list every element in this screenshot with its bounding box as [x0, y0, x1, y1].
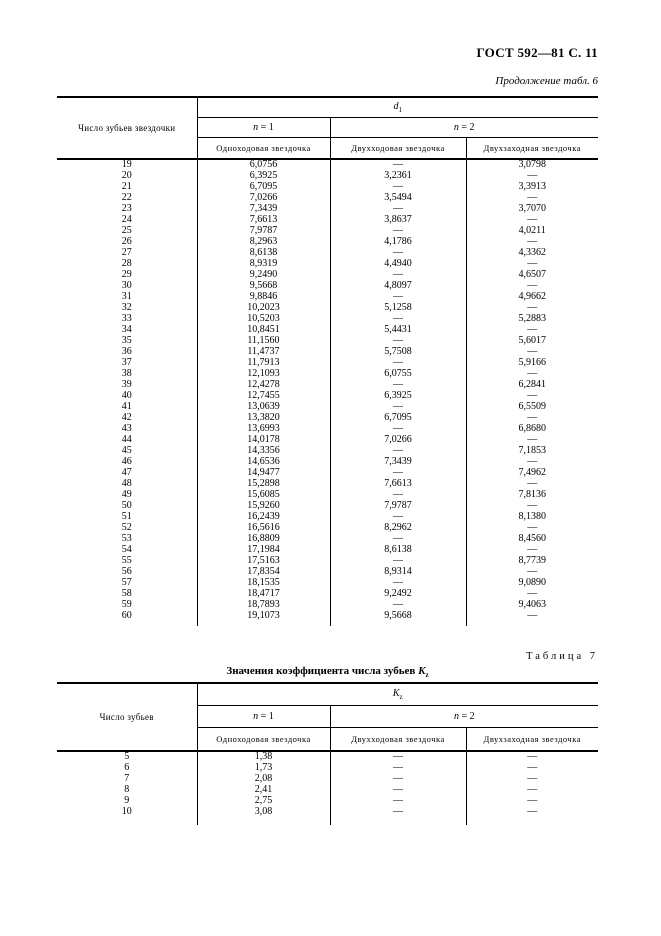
table-cell: —: [466, 500, 598, 511]
table-cell: 53: [121, 532, 132, 544]
column-header-n2: [330, 705, 598, 727]
table-row: [57, 533, 598, 544]
table-cell: 42: [121, 411, 132, 423]
table-cell: —: [466, 588, 598, 599]
table-row: [57, 247, 598, 258]
table-row: [57, 181, 598, 192]
column-header-single-strand-sprocket: Одноходовая звездочка: [197, 727, 330, 751]
table-cell: 30: [121, 279, 132, 291]
table-row: [57, 390, 598, 401]
table-row: [57, 566, 598, 577]
header-row: [57, 97, 598, 117]
table-cell: 19,1073: [197, 610, 330, 621]
table-cell: 14,0178: [197, 434, 330, 445]
n-symbol: n: [453, 710, 459, 722]
table-cell: 8,6138: [330, 544, 466, 555]
table-7-label: Таблица 7: [526, 651, 598, 662]
table-cell: 46: [121, 455, 132, 467]
table-cell: 32: [121, 301, 132, 313]
table-cell: 7,3439: [197, 203, 330, 214]
table-cell: 58: [121, 587, 132, 599]
table-row: [57, 555, 598, 566]
table-cell: 11,1560: [197, 335, 330, 346]
table-cell: 36: [121, 345, 132, 357]
table-cell: 34: [121, 323, 132, 335]
table-7-header: [57, 683, 598, 751]
table-6-header: [57, 97, 598, 159]
table-row: [57, 522, 598, 533]
table-cell: 9,0890: [466, 577, 598, 588]
table-cell: —: [330, 533, 466, 544]
table-cell: 9,2490: [197, 269, 330, 280]
table-cell: 10,2023: [197, 302, 330, 313]
table-row: [57, 324, 598, 335]
table-cell: —: [330, 762, 466, 773]
table-row: [57, 751, 598, 762]
table-cell: 17,1984: [197, 544, 330, 555]
column-header-teeth-count: Число зубьев: [57, 683, 197, 751]
table-row: [57, 357, 598, 368]
d-symbol: d: [393, 100, 399, 112]
table-cell: —: [466, 412, 598, 423]
table-cell: 16,8809: [197, 533, 330, 544]
table-cell: 38: [121, 367, 132, 379]
table-cell: 5,7508: [330, 346, 466, 357]
n-symbol: n: [253, 121, 259, 133]
table-row: [57, 456, 598, 467]
table-cell: 9,2492: [330, 588, 466, 599]
table-cell: —: [466, 324, 598, 335]
table-cell: 16,2439: [197, 511, 330, 522]
table-cell: 3,8637: [330, 214, 466, 225]
table-cell: —: [466, 751, 598, 762]
table-cell: —: [466, 522, 598, 533]
table-cell: —: [330, 313, 466, 324]
table-cell: 55: [121, 554, 132, 566]
table-row: [57, 313, 598, 324]
table-cell: 3,2361: [330, 170, 466, 181]
table-cell: —: [466, 280, 598, 291]
table-cell: 14,9477: [197, 467, 330, 478]
table-cell: 4,1786: [330, 236, 466, 247]
table-cell: —: [330, 467, 466, 478]
table-cell: 7,4962: [466, 467, 598, 478]
table-cell: 4,3362: [466, 247, 598, 258]
table-cell: 13,0639: [197, 401, 330, 412]
table-cell: 6,3925: [197, 170, 330, 181]
table-cell: 5: [124, 751, 130, 762]
table-row: [57, 588, 598, 599]
table-row: [57, 489, 598, 500]
table-cell: —: [330, 555, 466, 566]
column-header-n2: [330, 117, 598, 137]
table-cell: 7: [124, 772, 130, 784]
table-cell: 50: [121, 499, 132, 511]
table-row: [57, 379, 598, 390]
table-row: [57, 170, 598, 181]
table-cell: 4,0211: [466, 225, 598, 236]
table-cell: 45: [121, 444, 132, 456]
table-cell: 14,3356: [197, 445, 330, 456]
table-cell: —: [330, 357, 466, 368]
table-7-title-text: Значения коэффициента числа зубьев: [226, 665, 416, 677]
table-cell: —: [330, 784, 466, 795]
table-cell: 7,0266: [330, 434, 466, 445]
table-cell: 7,1853: [466, 445, 598, 456]
table-cell: —: [466, 544, 598, 555]
table-cell: 56: [121, 565, 132, 577]
table-cell: —: [466, 566, 598, 577]
table-cell: —: [330, 401, 466, 412]
table-cell: 18,1535: [197, 577, 330, 588]
table-cell: 6,3925: [330, 390, 466, 401]
table-cell: 9: [124, 794, 130, 806]
table-row: [57, 599, 598, 610]
table-cell: 10,5203: [197, 313, 330, 324]
d-subscript: 1: [398, 105, 402, 114]
table-row: [57, 302, 598, 313]
table-row: [57, 500, 598, 511]
column-header-double-start-sprocket: Двухзаходная звездочка: [466, 137, 598, 159]
table-6-body: [57, 159, 598, 621]
table-cell: 8,7739: [466, 555, 598, 566]
table-cell: —: [330, 445, 466, 456]
table-cell: 19: [121, 159, 132, 170]
table-7-rule-extension: [57, 817, 598, 825]
table-cell: —: [330, 806, 466, 817]
table-row: [57, 412, 598, 423]
table-cell: 2,41: [197, 784, 330, 795]
table-cell: 4,4940: [330, 258, 466, 269]
table-cell: —: [330, 335, 466, 346]
table-row: [57, 467, 598, 478]
table-cell: 7,8136: [466, 489, 598, 500]
table-cell: 8,1380: [466, 511, 598, 522]
table-cell: 17,8354: [197, 566, 330, 577]
table-row: [57, 784, 598, 795]
table-row: [57, 401, 598, 412]
table-cell: 35: [121, 334, 132, 346]
table-cell: 60: [121, 609, 132, 621]
n-value: = 2: [461, 710, 475, 722]
table-cell: 13,3820: [197, 412, 330, 423]
table-row: [57, 610, 598, 621]
table-cell: —: [466, 478, 598, 489]
k-symbol: K: [392, 687, 400, 699]
table-cell: —: [466, 784, 598, 795]
table-cell: 28: [121, 257, 132, 269]
table-cell: —: [466, 192, 598, 203]
table-cell: —: [330, 225, 466, 236]
table-cell: —: [466, 258, 598, 269]
table-cell: 22: [121, 191, 132, 203]
table-cell: 48: [121, 477, 132, 489]
table-cell: 18,7893: [197, 599, 330, 610]
table-cell: —: [330, 291, 466, 302]
table-row: [57, 795, 598, 806]
table-cell: —: [330, 159, 466, 170]
table-7: [57, 682, 598, 825]
table-cell: 54: [121, 543, 132, 555]
column-header-double-start-sprocket: Двухзаходная звездочка: [466, 727, 598, 751]
table-cell: 7,3439: [330, 456, 466, 467]
table-cell: 3,7070: [466, 203, 598, 214]
table-row: [57, 434, 598, 445]
table-cell: 33: [121, 312, 132, 324]
table-cell: 8: [124, 783, 130, 795]
table-cell: —: [466, 390, 598, 401]
table-cell: —: [466, 346, 598, 357]
table-cell: —: [466, 302, 598, 313]
table-cell: —: [330, 577, 466, 588]
table-cell: —: [330, 751, 466, 762]
table-cell: 52: [121, 521, 132, 533]
table-row: [57, 335, 598, 346]
table-row: [57, 423, 598, 434]
table-cell: 10,8451: [197, 324, 330, 335]
table-cell: —: [330, 181, 466, 192]
table-cell: 26: [121, 235, 132, 247]
table-cell: 37: [121, 356, 132, 368]
table-row: [57, 225, 598, 236]
table-cell: 6,2841: [466, 379, 598, 390]
table-cell: 7,6613: [197, 214, 330, 225]
table-cell: 15,6085: [197, 489, 330, 500]
table-cell: 5,6017: [466, 335, 598, 346]
table-cell: 17,5163: [197, 555, 330, 566]
table-cell: 14,6536: [197, 456, 330, 467]
table-row: [57, 368, 598, 379]
table-cell: 21: [121, 180, 132, 192]
table-cell: 7,0266: [197, 192, 330, 203]
n-value: = 2: [461, 121, 475, 133]
table-cell: 16,5616: [197, 522, 330, 533]
table-cell: 9,5668: [330, 610, 466, 621]
table-cell: 12,7455: [197, 390, 330, 401]
table-cell: 59: [121, 598, 132, 610]
table-cell: 12,1093: [197, 368, 330, 379]
table-cell: 6,8680: [466, 423, 598, 434]
table-cell: 6,7095: [197, 181, 330, 192]
table-cell: 49: [121, 488, 132, 500]
table-cell: 9,5668: [197, 280, 330, 291]
table-cell: —: [330, 247, 466, 258]
table-cell: 20: [121, 169, 132, 181]
n-value: = 1: [260, 710, 274, 722]
table-cell: 2,08: [197, 773, 330, 784]
table-7-title: [57, 665, 598, 679]
table-row: [57, 577, 598, 588]
column-header-d1: [197, 97, 598, 117]
table-cell: 9,4063: [466, 599, 598, 610]
table-cell: 15,2898: [197, 478, 330, 489]
table-cell: —: [330, 795, 466, 806]
table-cell: 4,8097: [330, 280, 466, 291]
column-header-teeth-count: Число зубьев звездочки: [57, 97, 197, 159]
table-row: [57, 280, 598, 291]
table-cell: 5,9166: [466, 357, 598, 368]
table-7-body: [57, 751, 598, 817]
table-cell: —: [466, 610, 598, 621]
table-cell: 29: [121, 268, 132, 280]
table-cell: 9,8846: [197, 291, 330, 302]
table-cell: 57: [121, 576, 132, 588]
header-row: [57, 683, 598, 705]
table-cell: —: [466, 806, 598, 817]
table-cell: 18,4717: [197, 588, 330, 599]
table-cell: 1,73: [197, 762, 330, 773]
table-cell: 39: [121, 378, 132, 390]
table-cell: —: [466, 795, 598, 806]
table-cell: 8,2962: [330, 522, 466, 533]
table-cell: —: [330, 203, 466, 214]
table-cell: —: [466, 170, 598, 181]
table-cell: 6,5509: [466, 401, 598, 412]
table-cell: 3,0798: [466, 159, 598, 170]
table-cell: 6,0756: [197, 159, 330, 170]
table-cell: 4,9662: [466, 291, 598, 302]
table-cell: 43: [121, 422, 132, 434]
table-cell: —: [330, 423, 466, 434]
table-cell: —: [330, 269, 466, 280]
table-cell: —: [330, 489, 466, 500]
table-row: [57, 159, 598, 170]
table-6-rule-extension: [57, 621, 598, 626]
column-header-n1: [197, 117, 330, 137]
table-cell: —: [466, 456, 598, 467]
table-cell: 12,4278: [197, 379, 330, 390]
table-cell: —: [330, 599, 466, 610]
table-cell: 6: [124, 761, 130, 773]
column-header-n1: [197, 705, 330, 727]
table-cell: 44: [121, 433, 132, 445]
table-row: [57, 478, 598, 489]
table-cell: 23: [121, 202, 132, 214]
table-cell: 24: [121, 213, 132, 225]
table-continuation-note: Продолжение табл. 6: [495, 75, 598, 87]
table-cell: 6,0755: [330, 368, 466, 379]
k-subscript: z: [399, 692, 403, 701]
table-cell: 6,7095: [330, 412, 466, 423]
table-cell: 41: [121, 400, 132, 412]
table-cell: 8,2963: [197, 236, 330, 247]
table-row: [57, 773, 598, 784]
n-symbol: n: [453, 121, 459, 133]
table-cell: 2,75: [197, 795, 330, 806]
column-header-double-strand-sprocket: Двухходовая звездочка: [330, 727, 466, 751]
table-row: [57, 203, 598, 214]
table-cell: 1,38: [197, 751, 330, 762]
table-cell: 25: [121, 224, 132, 236]
table-cell: —: [466, 368, 598, 379]
table-row: [57, 214, 598, 225]
table-cell: 11,4737: [197, 346, 330, 357]
table-row: [57, 544, 598, 555]
page-title: ГОСТ 592—81 С. 11: [476, 45, 598, 60]
table-row: [57, 346, 598, 357]
table-cell: 31: [121, 290, 132, 302]
kz-symbol: K: [418, 665, 426, 677]
table-cell: 3,3913: [466, 181, 598, 192]
table-row: [57, 445, 598, 456]
table-cell: 5,1258: [330, 302, 466, 313]
table-cell: 27: [121, 246, 132, 258]
table-cell: —: [466, 773, 598, 784]
column-header-kz: [197, 683, 598, 705]
table-cell: —: [330, 773, 466, 784]
table-cell: 7,9787: [197, 225, 330, 236]
table-cell: 3,08: [197, 806, 330, 817]
table-cell: 5,4431: [330, 324, 466, 335]
table-cell: 7,9787: [330, 500, 466, 511]
table-cell: 8,9319: [197, 258, 330, 269]
table-cell: —: [466, 434, 598, 445]
table-cell: —: [466, 236, 598, 247]
table-cell: —: [330, 379, 466, 390]
table-cell: 5,2883: [466, 313, 598, 324]
table-cell: 8,9314: [330, 566, 466, 577]
table-row: [57, 236, 598, 247]
table-row: [57, 291, 598, 302]
table-cell: 8,6138: [197, 247, 330, 258]
table-cell: 13,6993: [197, 423, 330, 434]
table-row: [57, 192, 598, 203]
table-row: [57, 511, 598, 522]
n-value: = 1: [260, 121, 274, 133]
table-row: [57, 762, 598, 773]
table-row: [57, 269, 598, 280]
table-cell: 7,6613: [330, 478, 466, 489]
table-cell: 10: [121, 805, 132, 817]
kz-subscript: z: [425, 671, 429, 680]
table-cell: —: [466, 214, 598, 225]
table-cell: 8,4560: [466, 533, 598, 544]
table-cell: —: [466, 762, 598, 773]
n-symbol: n: [253, 710, 259, 722]
table-cell: 11,7913: [197, 357, 330, 368]
table-cell: 47: [121, 466, 132, 478]
table-cell: 40: [121, 389, 132, 401]
table-cell: 51: [121, 510, 132, 522]
table-cell: 15,9260: [197, 500, 330, 511]
column-header-single-strand-sprocket: Одноходовая звездочка: [197, 137, 330, 159]
table-row: [57, 258, 598, 269]
table-row: [57, 806, 598, 817]
column-header-double-strand-sprocket: Двухходовая звездочка: [330, 137, 466, 159]
table-cell: 4,6507: [466, 269, 598, 280]
table-cell: —: [330, 511, 466, 522]
table-6: [57, 96, 598, 626]
table-cell: 3,5494: [330, 192, 466, 203]
